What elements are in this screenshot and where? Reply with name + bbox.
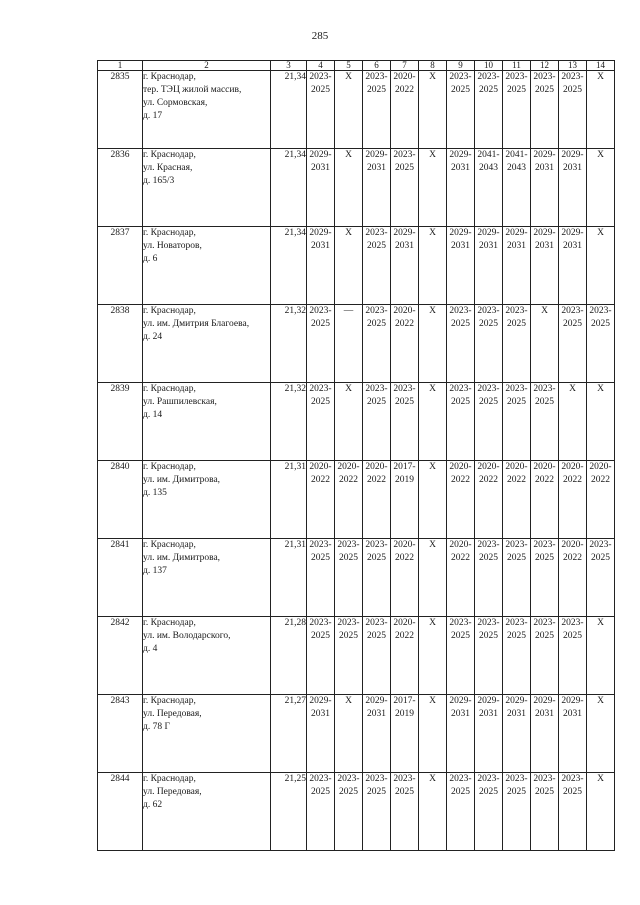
address-cell [143,227,271,305]
table-row [98,617,615,695]
period-cell: Х [531,305,559,383]
period-cell: 2029- 2031 [531,227,559,305]
address-line: ул. Передовая, [143,787,202,797]
column-header: 10 [475,61,503,71]
period-cell: 2023- 2025 [559,71,587,149]
address-line: ул. им. Володарского, [143,631,231,641]
period-cell: 2023- 2025 [531,383,559,461]
address-line: д. 4 [143,644,158,654]
period-cell: 2020- 2022 [447,539,475,617]
table-row [98,383,615,461]
table-row [98,695,615,773]
row-number: 2838 [98,305,143,383]
address-line: д. 62 [143,800,163,810]
registry-body [98,71,615,851]
period-cell: 2029- 2031 [503,695,531,773]
address-line: ул. им. Дмитрия Благоева, [143,319,250,329]
period-cell: Х [335,227,363,305]
address-line: д. 14 [143,410,163,420]
address-cell [143,383,271,461]
period-cell: 2023- 2025 [475,617,503,695]
period-cell: 2029- 2031 [447,149,475,227]
table-row [98,71,615,149]
period-cell: 2023- 2025 [391,383,419,461]
address-line: ул. им. Димитрова, [143,553,221,563]
address-cell [143,617,271,695]
period-cell: 2023- 2025 [307,617,335,695]
period-cell: 2023- 2025 [363,617,391,695]
period-cell: 2023- 2025 [559,617,587,695]
period-cell: Х [419,461,447,539]
period-cell: 2023- 2025 [587,539,615,617]
address-cell [143,695,271,773]
period-cell: Х [419,695,447,773]
period-cell: 2023- 2025 [503,617,531,695]
period-cell: 2017- 2019 [391,461,419,539]
period-cell: 2020- 2022 [363,461,391,539]
area-cell: 21,34 [271,149,307,227]
period-cell: Х [587,695,615,773]
period-cell: 2029- 2031 [307,227,335,305]
period-cell: 2023- 2025 [363,227,391,305]
column-header: 13 [559,61,587,71]
row-number: 2837 [98,227,143,305]
column-header: 6 [363,61,391,71]
period-cell: 2029- 2031 [559,149,587,227]
period-cell: 2023- 2025 [391,773,419,851]
period-cell: 2020- 2022 [587,461,615,539]
period-cell: Х [419,383,447,461]
period-cell: Х [587,149,615,227]
column-header: 4 [307,61,335,71]
table-row [98,149,615,227]
period-cell: Х [587,383,615,461]
period-cell: 2023- 2025 [447,773,475,851]
period-cell: Х [335,695,363,773]
period-cell: Х [335,71,363,149]
address-line: ул. Красная, [143,163,193,173]
period-cell: 2023- 2025 [531,617,559,695]
period-cell: 2029- 2031 [307,149,335,227]
period-cell: 2020- 2022 [475,461,503,539]
period-cell: 2023- 2025 [503,539,531,617]
address-line: ул. Сормовская, [143,98,208,108]
period-cell: 2020- 2022 [391,539,419,617]
period-cell: 2020- 2022 [447,461,475,539]
address-line: д. 6 [143,254,158,264]
period-cell: Х [559,383,587,461]
period-cell: 2023- 2025 [335,539,363,617]
address-cell [143,461,271,539]
area-cell: 21,27 [271,695,307,773]
period-cell: 2023- 2025 [363,71,391,149]
period-cell: Х [587,617,615,695]
area-cell: 21,25 [271,773,307,851]
period-cell: 2029- 2031 [559,227,587,305]
column-header: 8 [419,61,447,71]
area-cell: 21,31 [271,461,307,539]
address-line: д. 78 Г [143,722,170,732]
period-cell: 2023- 2025 [503,383,531,461]
period-cell: 2023- 2025 [447,305,475,383]
period-cell: 2029- 2031 [531,695,559,773]
area-cell: 21,32 [271,305,307,383]
period-cell: 2029- 2031 [475,695,503,773]
address-cell [143,71,271,149]
address-line: ул. Передовая, [143,709,202,719]
period-cell: 2023- 2025 [531,773,559,851]
row-number: 2841 [98,539,143,617]
period-cell: 2023- 2025 [363,305,391,383]
address-line: д. 24 [143,332,163,342]
column-number-row [98,61,615,71]
column-header: 1 [98,61,143,71]
period-cell: Х [419,71,447,149]
address-line: г. Краснодар, [143,150,196,160]
address-line: д. 165/3 [143,176,175,186]
column-header: 12 [531,61,559,71]
period-cell: 2041- 2043 [503,149,531,227]
period-cell: 2041- 2043 [475,149,503,227]
column-header: 11 [503,61,531,71]
period-cell: 2029- 2031 [363,149,391,227]
address-line: г. Краснодар, [143,618,196,628]
address-cell [143,305,271,383]
period-cell: 2029- 2031 [447,695,475,773]
area-cell: 21,34 [271,71,307,149]
address-line: г. Краснодар, [143,228,196,238]
period-cell: 2020- 2022 [391,617,419,695]
period-cell: 2029- 2031 [307,695,335,773]
address-line: г. Краснодар, [143,384,196,394]
address-line: г. Краснодар, [143,540,196,550]
period-cell: Х [335,383,363,461]
period-cell: 2023- 2025 [363,773,391,851]
period-cell: 2023- 2025 [475,383,503,461]
period-cell: 2029- 2031 [447,227,475,305]
address-line: д. 135 [143,488,167,498]
period-cell: Х [419,773,447,851]
row-number: 2836 [98,149,143,227]
period-cell: 2020- 2022 [335,461,363,539]
address-cell [143,149,271,227]
column-header: 3 [271,61,307,71]
period-cell: 2029- 2031 [559,695,587,773]
column-header: 7 [391,61,419,71]
period-cell: 2020- 2022 [559,539,587,617]
period-cell: 2023- 2025 [307,383,335,461]
page-number: 285 [311,30,329,42]
period-cell: 2017- 2019 [391,695,419,773]
address-line: г. Краснодар, [143,774,196,784]
address-line: г. Краснодар, [143,462,196,472]
registry-table [97,60,615,851]
period-cell: 2020- 2022 [307,461,335,539]
row-number: 2835 [98,71,143,149]
period-cell: 2023- 2025 [447,617,475,695]
period-cell: 2023- 2025 [447,383,475,461]
period-cell: 2023- 2025 [503,305,531,383]
period-cell: Х [419,539,447,617]
address-line: г. Краснодар, [143,72,196,82]
area-cell: 21,32 [271,383,307,461]
address-line: ул. Рашпилевская, [143,397,217,407]
period-cell: 2020- 2022 [503,461,531,539]
address-line: г. Краснодар, [143,306,196,316]
period-cell: 2023- 2025 [335,617,363,695]
period-cell: 2023- 2025 [335,773,363,851]
table-row [98,773,615,851]
table-row [98,461,615,539]
row-number: 2839 [98,383,143,461]
period-cell: 2020- 2022 [391,71,419,149]
table-row [98,227,615,305]
address-line: д. 17 [143,111,163,121]
address-line: д. 137 [143,566,167,576]
row-number: 2843 [98,695,143,773]
address-cell [143,773,271,851]
period-cell: 2029- 2031 [391,227,419,305]
period-cell: 2023- 2025 [391,149,419,227]
period-cell: 2023- 2025 [307,773,335,851]
area-cell: 21,34 [271,227,307,305]
period-cell: 2020- 2022 [531,461,559,539]
address-line: ул. Новаторов, [143,241,202,251]
period-cell: Х [587,773,615,851]
period-cell: Х [419,227,447,305]
period-cell: Х [335,149,363,227]
period-cell: 2020- 2022 [559,461,587,539]
table-row [98,305,615,383]
area-cell: 21,31 [271,539,307,617]
period-cell: 2023- 2025 [363,383,391,461]
period-cell: 2023- 2025 [503,71,531,149]
table-row [98,539,615,617]
period-cell: 2023- 2025 [447,71,475,149]
row-number: 2844 [98,773,143,851]
address-cell [143,539,271,617]
period-cell: — [335,305,363,383]
period-cell: 2029- 2031 [531,149,559,227]
period-cell: 2029- 2031 [503,227,531,305]
period-cell: 2023- 2025 [475,539,503,617]
period-cell: Х [587,227,615,305]
column-header: 9 [447,61,475,71]
address-line: г. Краснодар, [143,696,196,706]
period-cell: 2023- 2025 [531,539,559,617]
period-cell: 2023- 2025 [559,305,587,383]
period-cell: 2023- 2025 [307,539,335,617]
column-header: 14 [587,61,615,71]
row-number: 2840 [98,461,143,539]
period-cell: 2023- 2025 [531,71,559,149]
area-cell: 21,28 [271,617,307,695]
period-cell: 2023- 2025 [475,773,503,851]
period-cell: 2023- 2025 [307,305,335,383]
period-cell: Х [419,305,447,383]
period-cell: 2023- 2025 [307,71,335,149]
period-cell: 2029- 2031 [475,227,503,305]
period-cell: 2023- 2025 [363,539,391,617]
column-header: 2 [143,61,271,71]
address-line: тер. ТЭЦ жилой массив, [143,85,242,95]
column-header: 5 [335,61,363,71]
address-line: ул. им. Димитрова, [143,475,221,485]
period-cell: 2023- 2025 [503,773,531,851]
period-cell: Х [419,617,447,695]
period-cell: 2029- 2031 [363,695,391,773]
period-cell: Х [419,149,447,227]
period-cell: 2023- 2025 [475,71,503,149]
period-cell: Х [587,71,615,149]
period-cell: 2020- 2022 [391,305,419,383]
period-cell: 2023- 2025 [475,305,503,383]
row-number: 2842 [98,617,143,695]
period-cell: 2023- 2025 [559,773,587,851]
period-cell: 2023- 2025 [587,305,615,383]
